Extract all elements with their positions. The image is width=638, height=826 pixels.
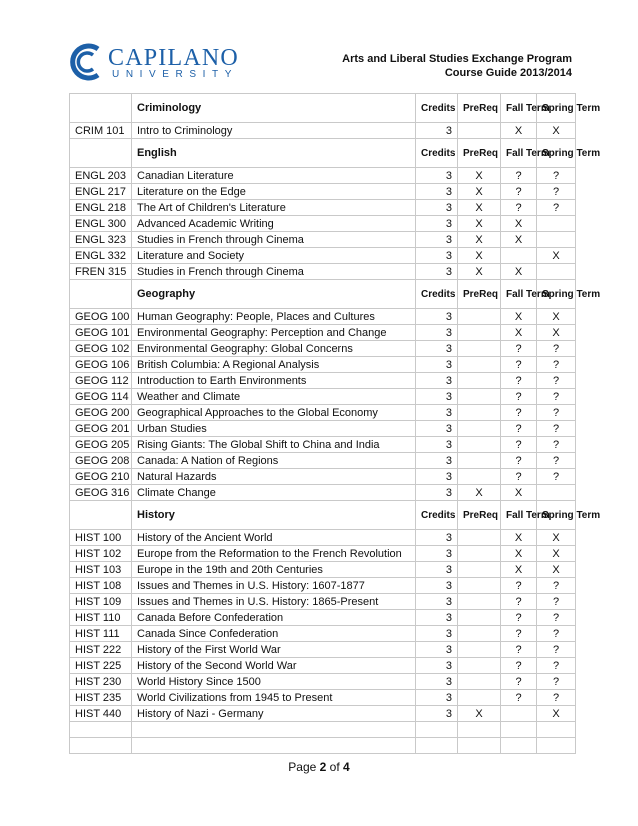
course-code: GEOG 201: [70, 421, 132, 437]
course-code: GEOG 208: [70, 453, 132, 469]
course-row: [70, 389, 576, 405]
course-code: GEOG 102: [70, 341, 132, 357]
course-fall: ?: [501, 200, 537, 216]
course-prereq: [458, 562, 501, 578]
course-prereq: [458, 437, 501, 453]
course-prereq: [458, 453, 501, 469]
course-prereq: [458, 690, 501, 706]
course-fall: ?: [501, 690, 537, 706]
course-fall: ?: [501, 674, 537, 690]
course-fall: ?: [501, 626, 537, 642]
course-row: [70, 200, 576, 216]
course-row: [70, 437, 576, 453]
header-title: Arts and Liberal Studies Exchange Program: [342, 53, 572, 65]
course-title: The Art of Children's Literature: [132, 200, 416, 216]
credits-header: Credits: [416, 139, 458, 168]
fall-term-header: Fall Term: [501, 94, 537, 123]
course-fall: ?: [501, 373, 537, 389]
course-title: History of the Second World War: [132, 658, 416, 674]
course-title: Environmental Geography: Perception and Change: [132, 325, 416, 341]
course-credits: 3: [416, 485, 458, 501]
course-fall: X: [501, 309, 537, 325]
course-fall: ?: [501, 357, 537, 373]
empty-cell: [537, 722, 576, 738]
course-fall: ?: [501, 578, 537, 594]
course-fall: X: [501, 530, 537, 546]
course-code: HIST 110: [70, 610, 132, 626]
course-code: HIST 230: [70, 674, 132, 690]
course-code: ENGL 332: [70, 248, 132, 264]
course-fall: ?: [501, 610, 537, 626]
course-row: [70, 123, 576, 139]
course-row: [70, 469, 576, 485]
course-credits: 3: [416, 421, 458, 437]
course-prereq: [458, 594, 501, 610]
fall-term-header: Fall Term: [501, 280, 537, 309]
course-title: Rising Giants: The Global Shift to China and India: [132, 437, 416, 453]
course-spring: X: [537, 325, 576, 341]
course-row: [70, 706, 576, 722]
course-row: [70, 594, 576, 610]
section-header-blank: [70, 94, 132, 123]
page-of: of: [326, 760, 344, 774]
course-row: [70, 690, 576, 706]
course-title: Advanced Academic Writing: [132, 216, 416, 232]
course-credits: 3: [416, 706, 458, 722]
course-fall: ?: [501, 184, 537, 200]
course-prereq: [458, 530, 501, 546]
prereq-header: PreReq: [458, 501, 501, 530]
course-credits: 3: [416, 594, 458, 610]
section-name: Geography: [132, 280, 416, 309]
course-code: HIST 109: [70, 594, 132, 610]
course-fall: ?: [501, 469, 537, 485]
course-credits: 3: [416, 123, 458, 139]
header-subtitle: Course Guide 2013/2014: [444, 67, 572, 79]
credits-header: Credits: [416, 94, 458, 123]
course-title: Natural Hazards: [132, 469, 416, 485]
course-code: HIST 440: [70, 706, 132, 722]
section-header-blank: [70, 139, 132, 168]
course-code: GEOG 200: [70, 405, 132, 421]
course-prereq: [458, 309, 501, 325]
course-spring: X: [537, 706, 576, 722]
course-row: [70, 168, 576, 184]
course-row: [70, 373, 576, 389]
course-row: [70, 232, 576, 248]
course-fall: X: [501, 562, 537, 578]
course-title: Studies in French through Cinema: [132, 232, 416, 248]
course-title: Urban Studies: [132, 421, 416, 437]
course-row: [70, 578, 576, 594]
course-title: Studies in French through Cinema: [132, 264, 416, 280]
course-credits: 3: [416, 642, 458, 658]
course-code: CRIM 101: [70, 123, 132, 139]
course-title: Europe in the 19th and 20th Centuries: [132, 562, 416, 578]
course-credits: 3: [416, 184, 458, 200]
course-spring: [537, 216, 576, 232]
empty-cell: [70, 738, 132, 754]
course-spring: ?: [537, 626, 576, 642]
course-prereq: [458, 405, 501, 421]
course-credits: 3: [416, 216, 458, 232]
course-credits: 3: [416, 578, 458, 594]
course-code: ENGL 300: [70, 216, 132, 232]
course-spring: X: [537, 248, 576, 264]
course-spring: ?: [537, 690, 576, 706]
course-spring: ?: [537, 674, 576, 690]
course-prereq: X: [458, 485, 501, 501]
course-row: [70, 309, 576, 325]
course-credits: 3: [416, 248, 458, 264]
capilano-logo: [68, 44, 248, 84]
course-title: Issues and Themes in U.S. History: 1607-1877: [132, 578, 416, 594]
course-spring: ?: [537, 437, 576, 453]
course-credits: 3: [416, 357, 458, 373]
course-credits: 3: [416, 232, 458, 248]
course-title: World Civilizations from 1945 to Present: [132, 690, 416, 706]
course-title: Intro to Criminology: [132, 123, 416, 139]
course-row: [70, 264, 576, 280]
page-label: Page: [288, 760, 320, 774]
course-spring: X: [537, 562, 576, 578]
course-spring: ?: [537, 421, 576, 437]
course-spring: ?: [537, 168, 576, 184]
course-prereq: X: [458, 264, 501, 280]
prereq-header: PreReq: [458, 139, 501, 168]
course-credits: 3: [416, 658, 458, 674]
course-row: [70, 610, 576, 626]
course-credits: 3: [416, 264, 458, 280]
document-header: [342, 52, 572, 80]
course-fall: ?: [501, 658, 537, 674]
course-prereq: [458, 546, 501, 562]
course-fall: X: [501, 123, 537, 139]
course-title: Canadian Literature: [132, 168, 416, 184]
course-fall: ?: [501, 437, 537, 453]
course-prereq: X: [458, 168, 501, 184]
course-prereq: X: [458, 706, 501, 722]
empty-cell: [458, 722, 501, 738]
course-row: [70, 184, 576, 200]
course-fall: ?: [501, 168, 537, 184]
course-title: History of the First World War: [132, 642, 416, 658]
course-spring: ?: [537, 469, 576, 485]
course-prereq: [458, 325, 501, 341]
course-code: GEOG 112: [70, 373, 132, 389]
course-row: [70, 530, 576, 546]
credits-header: Credits: [416, 501, 458, 530]
course-credits: 3: [416, 437, 458, 453]
course-fall: ?: [501, 421, 537, 437]
course-row: [70, 357, 576, 373]
course-prereq: X: [458, 216, 501, 232]
course-title: World History Since 1500: [132, 674, 416, 690]
course-credits: 3: [416, 453, 458, 469]
fall-term-header: Fall Term: [501, 501, 537, 530]
course-credits: 3: [416, 309, 458, 325]
course-title: Canada Before Confederation: [132, 610, 416, 626]
section-name: History: [132, 501, 416, 530]
course-prereq: [458, 421, 501, 437]
course-code: HIST 102: [70, 546, 132, 562]
course-spring: X: [537, 123, 576, 139]
course-fall: ?: [501, 453, 537, 469]
course-title: Geographical Approaches to the Global Economy: [132, 405, 416, 421]
course-prereq: [458, 674, 501, 690]
course-row: [70, 642, 576, 658]
course-row: [70, 421, 576, 437]
course-title: Environmental Geography: Global Concerns: [132, 341, 416, 357]
course-prereq: [458, 123, 501, 139]
course-fall: ?: [501, 405, 537, 421]
course-fall: [501, 706, 537, 722]
course-spring: ?: [537, 594, 576, 610]
course-prereq: [458, 341, 501, 357]
course-credits: 3: [416, 626, 458, 642]
section-header-row: [70, 280, 576, 309]
course-code: GEOG 100: [70, 309, 132, 325]
course-credits: 3: [416, 168, 458, 184]
course-prereq: X: [458, 232, 501, 248]
course-code: FREN 315: [70, 264, 132, 280]
course-title: Human Geography: People, Places and Cultures: [132, 309, 416, 325]
course-credits: 3: [416, 405, 458, 421]
section-name: Criminology: [132, 94, 416, 123]
empty-cell: [458, 738, 501, 754]
course-prereq: [458, 626, 501, 642]
course-row: [70, 248, 576, 264]
course-code: ENGL 217: [70, 184, 132, 200]
empty-cell: [416, 738, 458, 754]
course-spring: [537, 485, 576, 501]
course-credits: 3: [416, 530, 458, 546]
course-code: ENGL 203: [70, 168, 132, 184]
spring-term-header: Spring Term: [537, 280, 576, 309]
section-name: English: [132, 139, 416, 168]
course-title: Introduction to Earth Environments: [132, 373, 416, 389]
empty-cell: [501, 738, 537, 754]
course-spring: ?: [537, 610, 576, 626]
course-credits: 3: [416, 373, 458, 389]
course-row: [70, 546, 576, 562]
course-spring: [537, 264, 576, 280]
course-credits: 3: [416, 200, 458, 216]
capilano-c-icon: [68, 44, 104, 80]
course-prereq: [458, 357, 501, 373]
course-title: Europe from the Reformation to the French Revolution: [132, 546, 416, 562]
course-row: [70, 626, 576, 642]
course-credits: 3: [416, 610, 458, 626]
course-prereq: X: [458, 248, 501, 264]
course-row: [70, 674, 576, 690]
empty-cell: [70, 722, 132, 738]
course-row: [70, 325, 576, 341]
course-spring: ?: [537, 357, 576, 373]
empty-cell: [132, 722, 416, 738]
course-title: British Columbia: A Regional Analysis: [132, 357, 416, 373]
course-code: HIST 235: [70, 690, 132, 706]
course-title: History of Nazi - Germany: [132, 706, 416, 722]
course-fall: ?: [501, 594, 537, 610]
course-credits: 3: [416, 341, 458, 357]
course-title: Canada Since Confederation: [132, 626, 416, 642]
logo-name: CAPILANO: [108, 45, 239, 71]
page-total: 4: [343, 760, 350, 774]
course-fall: X: [501, 325, 537, 341]
page-number: 2: [319, 760, 327, 774]
course-prereq: [458, 658, 501, 674]
course-prereq: X: [458, 200, 501, 216]
spring-term-header: Spring Term: [537, 94, 576, 123]
course-spring: X: [537, 530, 576, 546]
course-fall: X: [501, 264, 537, 280]
section-header-blank: [70, 280, 132, 309]
course-spring: [537, 232, 576, 248]
course-fall: X: [501, 216, 537, 232]
course-spring: ?: [537, 642, 576, 658]
course-code: GEOG 210: [70, 469, 132, 485]
course-row: [70, 562, 576, 578]
course-spring: ?: [537, 658, 576, 674]
course-code: GEOG 316: [70, 485, 132, 501]
course-credits: 3: [416, 389, 458, 405]
course-prereq: [458, 389, 501, 405]
course-credits: 3: [416, 690, 458, 706]
page-footer: [0, 760, 638, 774]
course-row: [70, 485, 576, 501]
course-code: GEOG 106: [70, 357, 132, 373]
section-header-row: [70, 139, 576, 168]
course-code: HIST 100: [70, 530, 132, 546]
course-spring: X: [537, 309, 576, 325]
course-row: [70, 216, 576, 232]
course-spring: ?: [537, 405, 576, 421]
course-spring: ?: [537, 200, 576, 216]
empty-row: [70, 738, 576, 754]
course-code: HIST 225: [70, 658, 132, 674]
credits-header: Credits: [416, 280, 458, 309]
course-spring: X: [537, 546, 576, 562]
course-credits: 3: [416, 546, 458, 562]
spring-term-header: Spring Term: [537, 139, 576, 168]
course-code: HIST 111: [70, 626, 132, 642]
course-spring: ?: [537, 373, 576, 389]
fall-term-header: Fall Term: [501, 139, 537, 168]
course-row: [70, 453, 576, 469]
course-row: [70, 658, 576, 674]
course-spring: ?: [537, 184, 576, 200]
section-header-blank: [70, 501, 132, 530]
course-code: GEOG 205: [70, 437, 132, 453]
logo-sub: UNIVERSITY: [112, 69, 239, 80]
course-title: Climate Change: [132, 485, 416, 501]
course-title: Canada: A Nation of Regions: [132, 453, 416, 469]
course-fall: ?: [501, 341, 537, 357]
course-code: GEOG 101: [70, 325, 132, 341]
course-fall: X: [501, 485, 537, 501]
course-prereq: [458, 578, 501, 594]
course-fall: X: [501, 232, 537, 248]
empty-cell: [501, 722, 537, 738]
course-prereq: X: [458, 184, 501, 200]
course-prereq: [458, 610, 501, 626]
course-credits: 3: [416, 469, 458, 485]
course-spring: ?: [537, 341, 576, 357]
course-prereq: [458, 642, 501, 658]
course-title: History of the Ancient World: [132, 530, 416, 546]
course-title: Literature and Society: [132, 248, 416, 264]
course-code: HIST 103: [70, 562, 132, 578]
course-fall: [501, 248, 537, 264]
course-spring: ?: [537, 389, 576, 405]
course-credits: 3: [416, 674, 458, 690]
spring-term-header: Spring Term: [537, 501, 576, 530]
prereq-header: PreReq: [458, 280, 501, 309]
course-title: Weather and Climate: [132, 389, 416, 405]
course-code: HIST 222: [70, 642, 132, 658]
section-header-row: [70, 501, 576, 530]
course-row: [70, 405, 576, 421]
course-credits: 3: [416, 562, 458, 578]
section-header-row: [70, 94, 576, 123]
course-credits: 3: [416, 325, 458, 341]
course-row: [70, 341, 576, 357]
course-fall: X: [501, 546, 537, 562]
course-code: ENGL 323: [70, 232, 132, 248]
empty-cell: [537, 738, 576, 754]
empty-row: [70, 722, 576, 738]
course-code: HIST 108: [70, 578, 132, 594]
course-prereq: [458, 373, 501, 389]
course-fall: ?: [501, 642, 537, 658]
empty-cell: [132, 738, 416, 754]
course-title: Issues and Themes in U.S. History: 1865-Present: [132, 594, 416, 610]
course-spring: ?: [537, 453, 576, 469]
empty-cell: [416, 722, 458, 738]
course-title: Literature on the Edge: [132, 184, 416, 200]
prereq-header: PreReq: [458, 94, 501, 123]
course-code: ENGL 218: [70, 200, 132, 216]
course-prereq: [458, 469, 501, 485]
course-spring: ?: [537, 578, 576, 594]
course-code: GEOG 114: [70, 389, 132, 405]
course-fall: ?: [501, 389, 537, 405]
course-table: [69, 93, 601, 754]
